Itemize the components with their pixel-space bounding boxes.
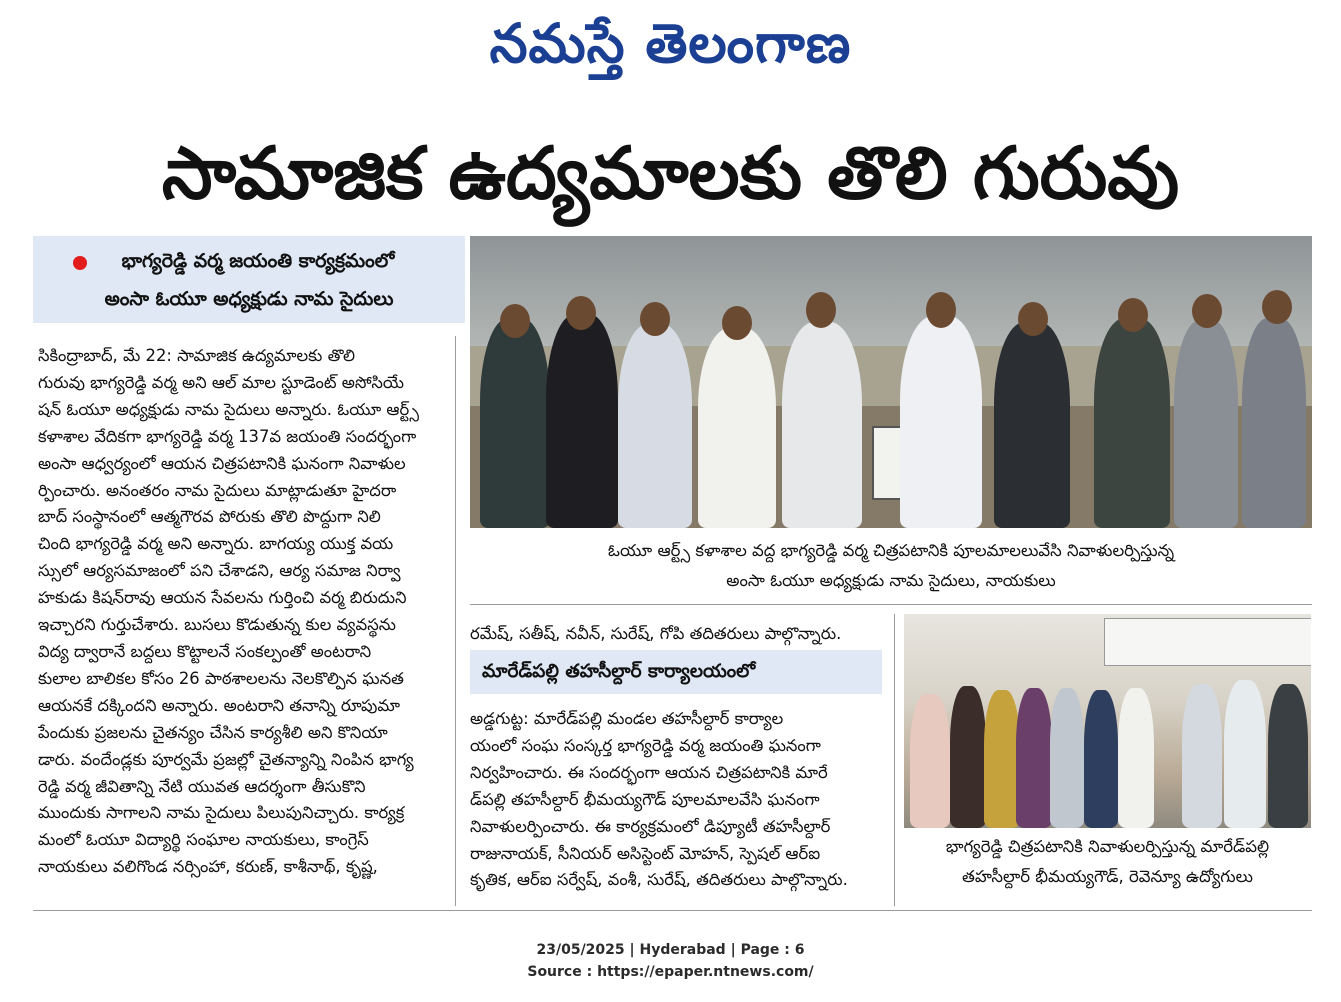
- caption-line-2: తహసీల్దార్ భీమయ్యగౌడ్, రెవెన్యూ ఉద్యోగులు: [962, 867, 1253, 886]
- subheadline-line-2: అంసా ఓయూ అధ్యక్షుడు నామ సైదులు: [104, 288, 394, 310]
- article-column-1: [38, 343, 440, 881]
- text-line: గురువు భాగ్యరెడ్డి వర్మ అని ఆల్ మాల స్టూడెంట్ అసోసియే: [38, 372, 404, 392]
- footer-date-page: 23/05/2025 | Hyderabad | Page : 6: [536, 942, 805, 958]
- text-line: కులాల బాలికల కోసం 26 పాఠశాలలను నెలకొల్పిన ఘనత: [38, 668, 404, 688]
- head: [1118, 298, 1148, 332]
- head: [640, 302, 670, 336]
- text-line: ర్పించారు. అనంతరం నామ సైదులు మాట్లాడుతూ హైదరా: [38, 480, 397, 500]
- head: [1192, 294, 1222, 328]
- person: [618, 324, 692, 528]
- person: [480, 318, 550, 528]
- person: [900, 316, 982, 528]
- text-line: కళాశాల వేదికగా భాగ్యరెడ్డి వర్మ 137వ జయంతి సందర్భంగా: [38, 426, 417, 446]
- person: [910, 694, 950, 828]
- person: [1084, 690, 1118, 828]
- caption-line-2: అంసా ఓయూ అధ్యక్షుడు నామ సైదులు, నాయకులు: [726, 571, 1056, 590]
- text-line: ఆయనకే దక్కిందని అన్నారు. అంటరాని తనాన్ని రూపుమా: [38, 695, 400, 715]
- text-line: నాయకులు వలిగొండ నర్సింహా, కరుణ్, కాశీనాథ్, కృష్ణ,: [38, 857, 378, 877]
- head: [1262, 290, 1292, 324]
- text-line: రెడ్డి వర్మ జీవితాన్ని నేటి యువత ఆదర్శంగా తీసుకొని: [38, 776, 366, 796]
- person: [1174, 320, 1238, 528]
- banner-shape: [1104, 618, 1311, 666]
- article-headline: సామాజిక ఉద్యమాలకు తొలి గురువు: [161, 131, 1180, 215]
- text-line: డారు. వందేండ్లకు పూర్వమే ప్రజల్లో చైతన్యాన్ని నింపిన భాగ్య: [38, 749, 414, 769]
- person: [1182, 684, 1222, 828]
- column-2-continuation: రమేష్, సతీష్, నవీన్, సురేష్, గోపి తదితరులు పాల్గొన్నారు.: [470, 624, 842, 643]
- person: [1242, 318, 1306, 528]
- person: [1268, 684, 1308, 828]
- bottom-divider: [33, 910, 1312, 911]
- text-line: చింది భాగ్యరెడ్డి వర్మ అని అన్నారు. బాగయ్య యుక్త వయ: [38, 534, 394, 554]
- head: [1018, 302, 1048, 336]
- head: [566, 296, 596, 330]
- person: [950, 686, 986, 828]
- caption-line-1: ఓయూ ఆర్ట్స్ కళాశాల వద్ద భాగ్యరెడ్డి వర్మ చిత్రపటానికి పూలమాలలువేసి నివాళులర్పిస్తున్న: [607, 541, 1175, 560]
- text-line: యంలో సంఘ సంస్కర్త భాగ్యరెడ్డి వర్మ జయంతి ఘనంగా: [470, 735, 821, 755]
- text-line: సికింద్రాబాద్, మే 22: సామాజిక ఉద్యమాలకు తొలి: [38, 346, 356, 365]
- text-line: హకుడు కిషన్‌రావు ఆయన సేవలను గుర్తించి వర్మ బిరుదుని: [38, 588, 407, 608]
- event-photo-tahsildar-office: [904, 614, 1311, 828]
- person: [698, 328, 776, 528]
- text-line: నిర్వహించారు. ఈ సందర్భంగా ఆయన చిత్రపటానికి మారే: [470, 762, 828, 782]
- subheadline-box: [33, 236, 465, 323]
- head: [926, 292, 956, 328]
- photo-caption-2: [904, 832, 1311, 892]
- photo-caption-1: [470, 536, 1312, 596]
- section-heading: మారేడ్‌పల్లి తహసీల్దార్ కార్యాలయంలో: [470, 650, 882, 694]
- person: [1224, 680, 1266, 828]
- head: [722, 306, 752, 340]
- newspaper-masthead: నమస్తే తెలంగాణ: [489, 12, 852, 75]
- head: [500, 304, 530, 338]
- text-line: ఇచ్చారని గుర్తుచేశారు. బుసలు కొడుతున్న కుల వ్యవస్థను: [38, 615, 396, 635]
- text-line: రాజునాయక్, సీనియర్ అసిస్టెంట్ మోహన్, స్పెషల్ ఆర్ఐ: [470, 843, 821, 863]
- text-line: నివాళులర్పించారు. ఈ కార్యక్రమంలో డిప్యూటీ తహసీల్దార్: [470, 816, 831, 836]
- text-line: షన్ ఓయూ అధ్యక్షుడు నామ సైదులు అన్నారు. ఓయూ ఆర్ట్స్: [38, 399, 419, 419]
- text-line: అడ్డగుట్ట: మారేడ్‌పల్లి మండల తహసీల్దార్ కార్యాల: [470, 709, 784, 728]
- text-line: డ్‌పల్లి తహసీల్దార్ భీమయ్యగౌడ్ పూలమాలవేసి ఘనంగా: [470, 789, 820, 809]
- person: [782, 322, 862, 528]
- column-divider: [894, 614, 895, 906]
- person: [546, 314, 618, 528]
- text-line: కృతిక, ఆర్ఐ సర్వేష్, వంశీ, సురేష్, తదితరులు పాల్గొన్నారు.: [470, 870, 848, 890]
- text-line: అంసా ఆధ్వర్యంలో ఆయన చిత్రపటానికి ఘనంగా నివాళుల: [38, 453, 406, 473]
- text-line: ముందుకు సాగాలని నామ సైదులు పిలుపునిచ్చారు. కార్యక్ర: [38, 803, 405, 823]
- article-column-2: [470, 706, 882, 894]
- text-line: బాద్ సంస్థానంలో ఆత్మగౌరవ పోరుకు తొలి పొద్దుగా నిలి: [38, 507, 381, 527]
- person: [984, 690, 1020, 828]
- text-line: మంలో ఓయూ విద్యార్థి సంఘాల నాయకులు, కాంగ్రెస్: [38, 830, 369, 850]
- footer-source: Source : https://epaper.ntnews.com/: [527, 964, 814, 980]
- caption-line-1: భాగ్యరెడ్డి చిత్రపటానికి నివాళులర్పిస్తున్న మారేడ్‌పల్లి: [945, 837, 1270, 856]
- text-line: పేందుకు ప్రజలను చైతన్యం చేసిన కార్యశీలి అని కొనియా: [38, 722, 388, 742]
- person: [1050, 688, 1084, 828]
- person: [994, 322, 1070, 528]
- text-line: స్సులో ఆర్యసమాజంలో పని చేశాడని, ఆర్య సమాజ నిర్వా: [38, 561, 401, 581]
- person: [1094, 318, 1170, 528]
- head: [806, 292, 836, 328]
- horizontal-divider: [470, 604, 1312, 605]
- column-divider: [455, 336, 456, 906]
- event-photo-arts-college: [470, 236, 1312, 528]
- text-line: విద్య ద్వారానే బద్దలు కొట్టాలనే సంకల్పంతో అంటరాని: [38, 641, 372, 661]
- person: [1118, 688, 1154, 828]
- subheadline-line-1: భాగ్యరెడ్డి వర్మ జయంతి కార్యక్రమంలో: [121, 250, 395, 272]
- person: [1016, 688, 1052, 828]
